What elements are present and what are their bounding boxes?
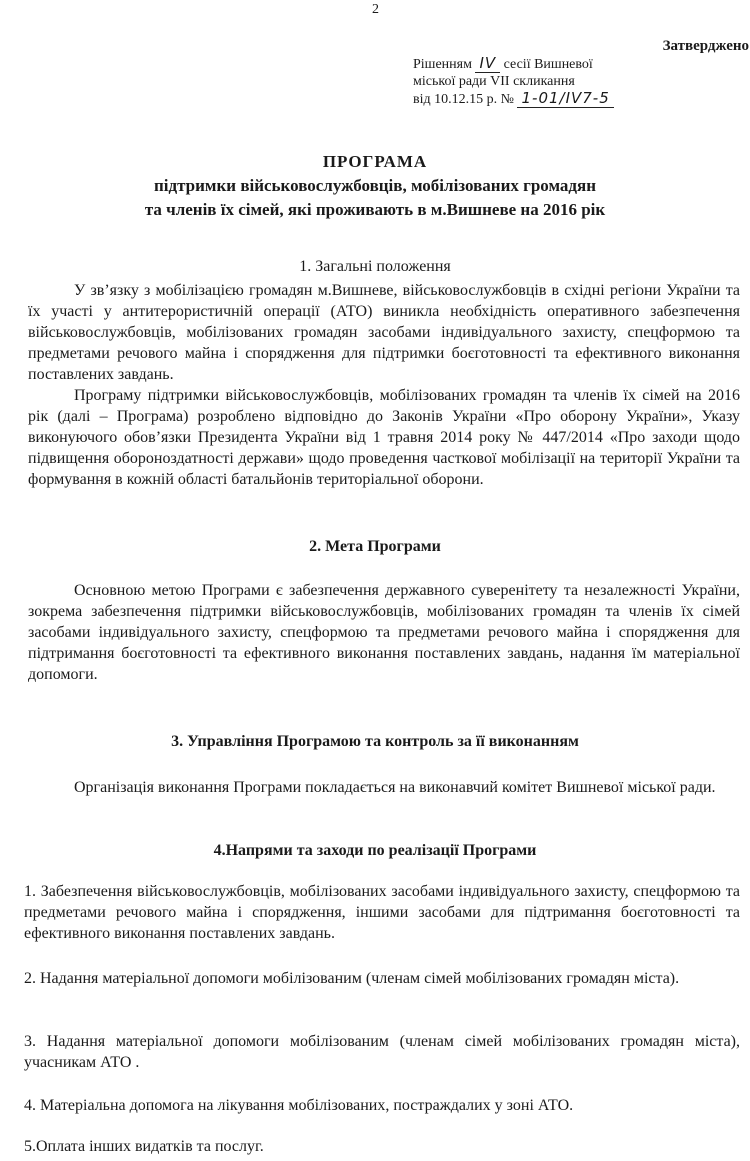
section-2-paragraph: Основною метою Програми є забезпечення державного суверенітету та незалежності України, зокрема забезпечення підтримки військовослужбовців, мобілізованих громадян та членів їх сімей засобами індивідуального захисту, спецформою та предметами речового майна і спорядження для підтримання боєготовності та ефективного виконання поставлених завдань, надання їм матеріальної допомоги. <box>28 582 740 683</box>
section-2-heading: 2. Мета Програми <box>309 538 441 555</box>
section-3-heading: 3. Управління Програмою та контроль за її виконанням <box>171 733 579 750</box>
list-item: 2. Надання матеріальної допомоги мобілізованим (членам сімей мобілізованих громадян міста). <box>24 970 680 987</box>
section-1-paragraph-2: Програму підтримки військовослужбовців, мобілізованих громадян та членів їх сімей на 2016 рік (далі – Програма) розроблено відповідно до Законів України «Про оборону України», Указу виконуючого обов’язки Президента України від 1 травня 2014 року № 447/2014 «Про заходи щодо підвищення обороноздатності держави» щодо проведення часткової мобілізації на території України та формування в кожній області батальйонів територіальної оборони. <box>28 387 740 488</box>
document-subtitle-2: та членів їх сімей, які проживають в м.Вишневе на 2016 рік <box>144 200 606 219</box>
list-item: 4. Матеріальна допомога на лікування мобілізованих, постраждалих у зоні АТО. <box>24 1097 574 1114</box>
list-item: 1. Забезпечення військовослужбовців, мобілізованих засобами індивідуального захисту, спецформою та предметами речового майна і спорядження, іншими засобами для підтримання боєготовності та ефективного виконання поставлених завдань. <box>24 883 740 942</box>
document-subtitle-1: підтримки військовослужбовців, мобілізованих громадян <box>153 176 597 195</box>
session-number: IV <box>475 54 500 73</box>
list-item: 5.Оплата інших видатків та послуг. <box>24 1138 264 1155</box>
section-3-paragraph: Організація виконання Програми покладається на виконавчий комітет Вишневої міської ради. <box>74 779 716 796</box>
section-1-heading: 1. Загальні положення <box>299 258 451 275</box>
page-number: 2 <box>372 2 379 17</box>
section-1-paragraph-1: У зв’язку з мобілізацією громадян м.Вишневе, військовослужбовців в східні регіони України та їх участі у антитерористичній операції (АТО) виникла необхідність оперативного забезпечення військовослужбовців, мобілізованих громадян засобами індивідуального захисту, спецформою та предметами речового майна і спорядження для підтримки боєготовності та ефективного виконання поставлених завдань. <box>28 282 740 383</box>
approval-block <box>413 38 749 108</box>
approval-line-3: від 10.12.15 р. № 1-01/IV7-5 <box>413 90 743 108</box>
approval-line-2: міської ради VII скликання <box>413 74 575 89</box>
approved-label: Затверджено <box>662 38 749 54</box>
approval-line-1: Рішенням IV сесії Вишневої <box>413 54 593 72</box>
document-title: ПРОГРАМА <box>322 152 428 171</box>
list-item: 3. Надання матеріальної допомоги мобілізованим (членам сімей мобілізованих громадян міста), учасникам АТО . <box>24 1033 740 1071</box>
decision-number: 1-01/IV7-5 <box>517 89 613 108</box>
section-4-heading: 4.Напрями та заходи по реалізації Програми <box>213 842 537 859</box>
